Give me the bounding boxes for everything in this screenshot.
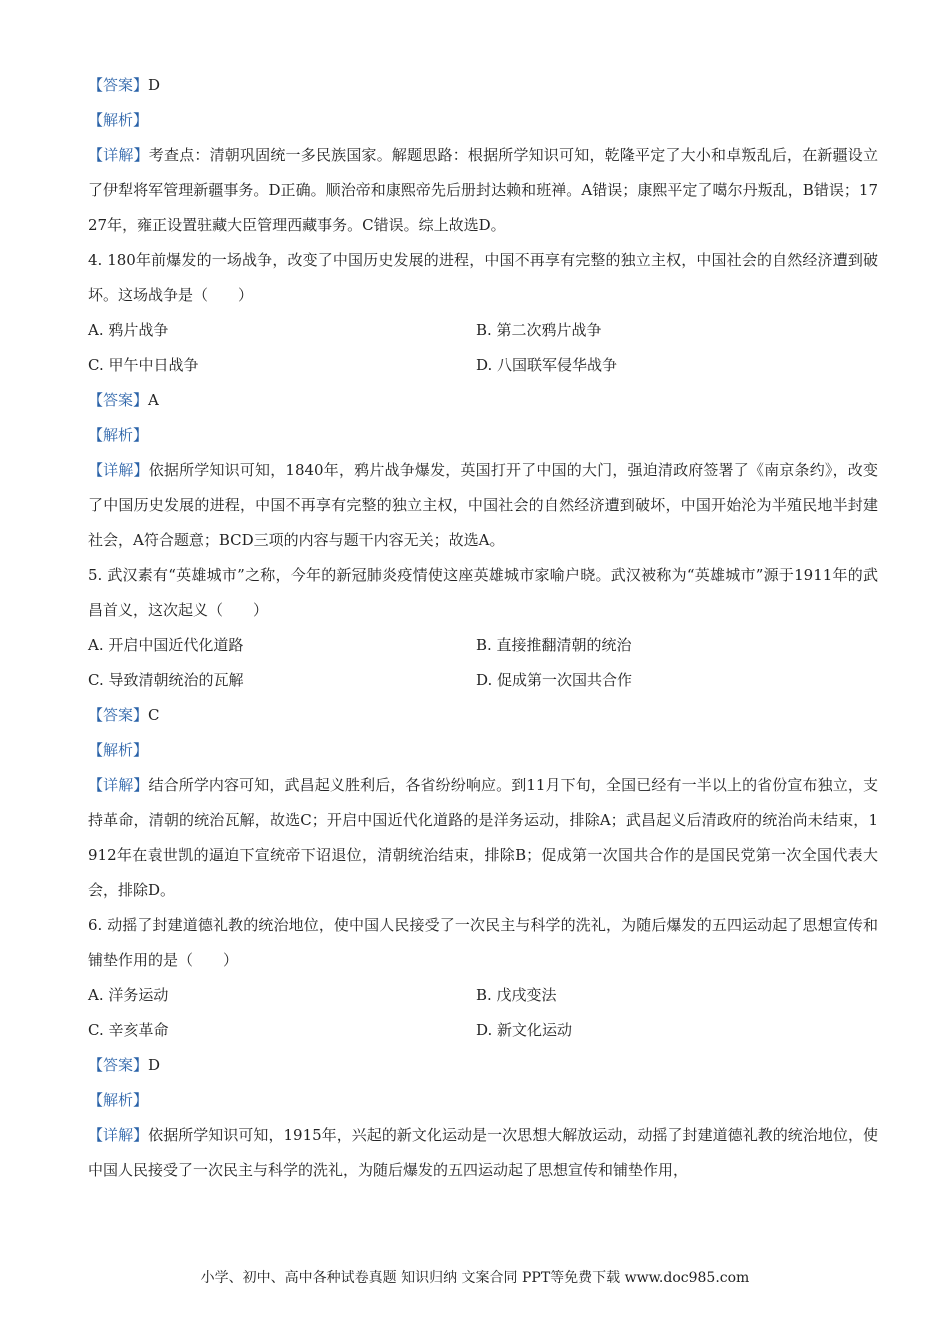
option-c: C. 导致清朝统治的瓦解 — [88, 671, 244, 689]
option-b: B. 第二次鸦片战争 — [476, 321, 602, 339]
option-c: C. 甲午中日战争 — [88, 356, 199, 374]
analysis-tag: 【解析】 — [88, 1091, 149, 1109]
option-d: D. 新文化运动 — [476, 1021, 573, 1039]
answer-line — [88, 698, 878, 733]
analysis-line — [88, 733, 878, 768]
question-stem: 6. 动摇了封建道德礼教的统治地位，使中国人民接受了一次民主与科学的洗礼，为随后爆发的五四运动起了思想宣传和铺垫作用的是（ ） — [88, 916, 878, 969]
options-row — [88, 313, 878, 348]
option-c: C. 辛亥革命 — [88, 1021, 169, 1039]
detail-text: 依据所学知识可知，1915年，兴起的新文化运动是一次思想大解放运动，动摇了封建道德礼教的统治地位，使中国人民接受了一次民主与科学的洗礼，为随后爆发的五四运动起了思想宣传和铺垫作用， — [88, 1126, 878, 1179]
answer-value: D — [148, 76, 161, 94]
answer-tag: 【答案】 — [88, 1056, 149, 1074]
answer-tag: 【答案】 — [88, 391, 149, 409]
option-d: D. 八国联军侵华战争 — [476, 356, 618, 374]
option-a: A. 开启中国近代化道路 — [88, 636, 244, 654]
answer-line — [88, 1048, 878, 1083]
options-row — [88, 348, 878, 383]
answer-tag: 【答案】 — [88, 706, 149, 724]
detail-text: 考查点：清朝巩固统一多民族国家。解题思路：根据所学知识可知，乾隆平定了大小和卓叛乱后，在新疆设立了伊犁将军管理新疆事务。D正确。顺治帝和康熙帝先后册封达赖和班禅。A错误；康熙平定了噶尔丹叛乱，B错误；1727年，雍正设置驻藏大臣管理西藏事务。C错误。综上故选D。 — [88, 146, 878, 234]
detail-paragraph — [88, 453, 878, 558]
answer-value: C — [148, 706, 160, 724]
detail-text: 结合所学内容可知，武昌起义胜利后，各省纷纷响应。到11月下旬，全国已经有一半以上的省份宣布独立，支持革命，清朝的统治瓦解，故选C；开启中国近代化道路的是洋务运动，排除A；武昌起义后清政府的统治尚未结束，1912年在袁世凯的逼迫下宣统帝下诏退位，清朝统治结束，排除B；促成第一次国共合作的是国民党第一次全国代表大会，排除D。 — [88, 776, 878, 899]
detail-text: 依据所学知识可知，1840年，鸦片战争爆发，英国打开了中国的大门，强迫清政府签署了《南京条约》，改变了中国历史发展的进程，中国不再享有完整的独立主权，中国社会的自然经济遭到破坏，中国开始沦为半殖民地半封建社会，A符合题意；BCD三项的内容与题干内容无关；故选A。 — [88, 461, 878, 549]
options-row — [88, 628, 878, 663]
detail-paragraph — [88, 1118, 878, 1188]
options-row — [88, 1013, 878, 1048]
options-row — [88, 663, 878, 698]
document-page — [88, 68, 878, 1188]
analysis-line — [88, 418, 878, 453]
answer-line — [88, 68, 878, 103]
analysis-tag: 【解析】 — [88, 741, 149, 759]
option-a: A. 洋务运动 — [88, 986, 169, 1004]
option-a: A. 鸦片战争 — [88, 321, 169, 339]
options-row — [88, 978, 878, 1013]
answer-value: A — [148, 391, 159, 409]
answer-value: D — [148, 1056, 161, 1074]
detail-tag: 【详解】 — [88, 146, 149, 164]
option-b: B. 直接推翻清朝的统治 — [476, 636, 632, 654]
detail-paragraph — [88, 138, 878, 243]
analysis-tag: 【解析】 — [88, 426, 149, 444]
analysis-line — [88, 103, 878, 138]
answer-line — [88, 383, 878, 418]
detail-tag: 【详解】 — [88, 461, 149, 479]
detail-tag: 【详解】 — [88, 1126, 149, 1144]
option-b: B. 戊戌变法 — [476, 986, 557, 1004]
detail-paragraph — [88, 768, 878, 908]
analysis-tag: 【解析】 — [88, 111, 149, 129]
analysis-line — [88, 1083, 878, 1118]
question-stem: 5. 武汉素有“英雄城市”之称，今年的新冠肺炎疫情使这座英雄城市家喻户晓。武汉被称为“英雄城市”源于1911年的武昌首义，这次起义（ ） — [88, 566, 878, 619]
detail-tag: 【详解】 — [88, 776, 149, 794]
question-stem: 4. 180年前爆发的一场战争，改变了中国历史发展的进程，中国不再享有完整的独立主权，中国社会的自然经济遭到破坏。这场战争是（ ） — [88, 251, 878, 304]
answer-tag: 【答案】 — [88, 76, 149, 94]
page-footer: 小学、初中、高中各种试卷真题 知识归纳 文案合同 PPT等免费下载 www.doc985.com — [200, 1270, 750, 1286]
option-d: D. 促成第一次国共合作 — [476, 671, 633, 689]
